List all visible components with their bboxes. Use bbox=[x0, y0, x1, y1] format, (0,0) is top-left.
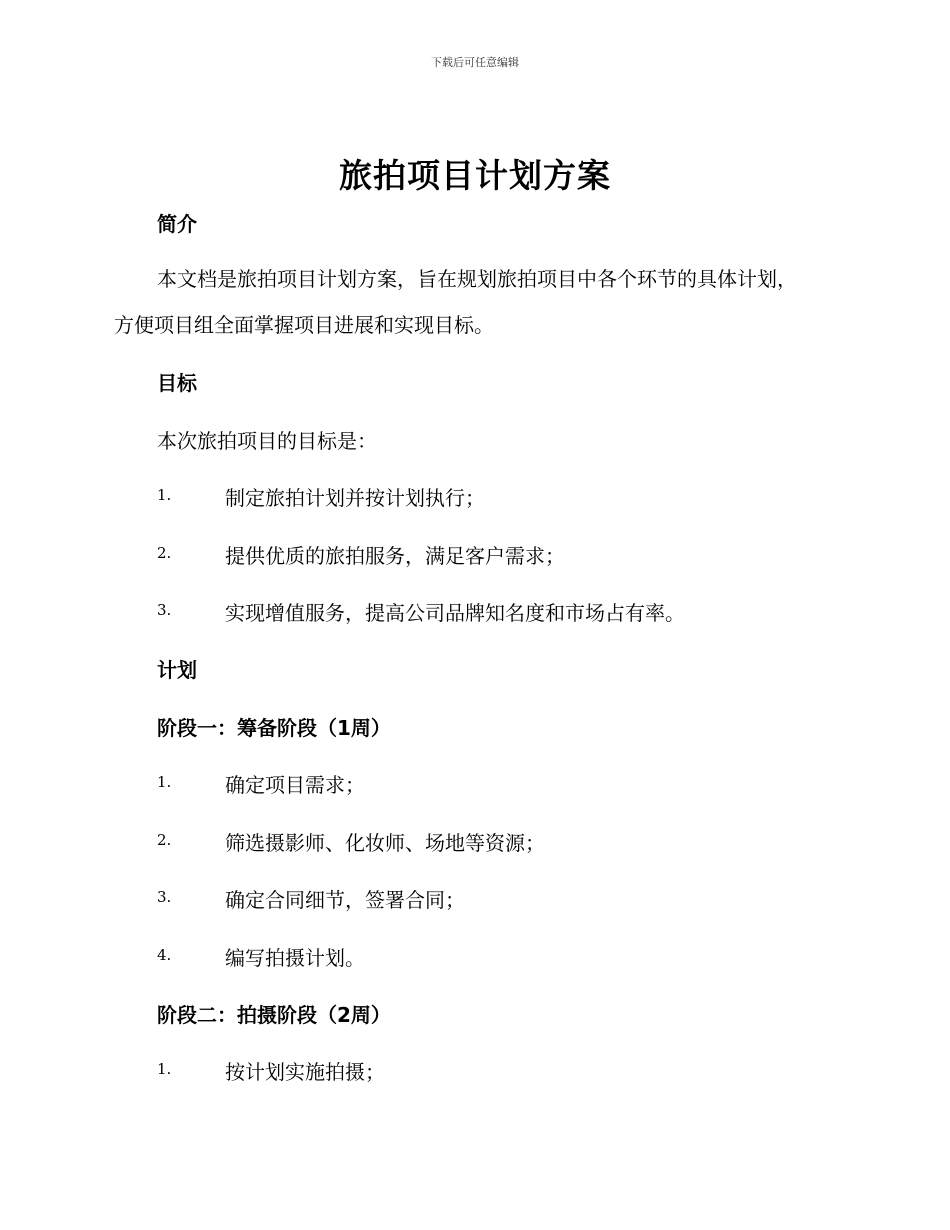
section-heading-plan: 计划 bbox=[157, 658, 197, 682]
list-item bbox=[157, 597, 817, 627]
list-item-text: 确定项目需求； bbox=[225, 773, 365, 797]
list-item bbox=[157, 482, 817, 512]
list-item-number: 1. bbox=[157, 1060, 172, 1078]
list-item-text: 实现增值服务，提高公司品牌知名度和市场占有率。 bbox=[225, 601, 685, 625]
list-item-number: 4. bbox=[157, 946, 172, 964]
list-item-text: 按计划实施拍摄； bbox=[225, 1060, 385, 1084]
list-item-text: 筛选摄影师、化妆师、场地等资源； bbox=[225, 831, 545, 855]
list-item-number: 3. bbox=[157, 601, 172, 619]
list-item-number: 2. bbox=[157, 831, 172, 849]
list-item-number: 1. bbox=[157, 773, 172, 791]
list-item bbox=[157, 769, 817, 799]
list-item bbox=[157, 540, 817, 570]
list-item-text: 提供优质的旅拍服务，满足客户需求； bbox=[225, 544, 565, 568]
list-item-number: 2. bbox=[157, 544, 172, 562]
intro-paragraph: 本文档是旅拍项目计划方案，旨在规划旅拍项目中各个环节的具体计划，方便项目组全面掌握项目进展和实现目标。 bbox=[114, 267, 797, 337]
list-item-text: 编写拍摄计划。 bbox=[225, 946, 365, 970]
list-item-text: 确定合同细节，签署合同； bbox=[225, 888, 465, 912]
phase2-heading: 阶段二：拍摄阶段（2周） bbox=[157, 1003, 391, 1027]
list-item bbox=[157, 942, 817, 972]
section-heading-goals: 目标 bbox=[157, 371, 197, 395]
header-note: 下载后可任意编辑 bbox=[431, 56, 519, 69]
phase1-heading: 阶段一：筹备阶段（1周） bbox=[157, 716, 391, 740]
list-item bbox=[157, 1056, 817, 1086]
section-heading-intro: 简介 bbox=[157, 212, 197, 236]
goals-lead: 本次旅拍项目的目标是： bbox=[157, 429, 377, 453]
intro-paragraph-block bbox=[114, 256, 814, 348]
list-item bbox=[157, 884, 817, 914]
list-item-text: 制定旅拍计划并按计划执行； bbox=[225, 486, 485, 510]
list-item-number: 1. bbox=[157, 486, 172, 504]
list-item-number: 3. bbox=[157, 888, 172, 906]
list-item bbox=[157, 827, 817, 857]
document-title: 旅拍项目计划方案 bbox=[339, 156, 611, 195]
